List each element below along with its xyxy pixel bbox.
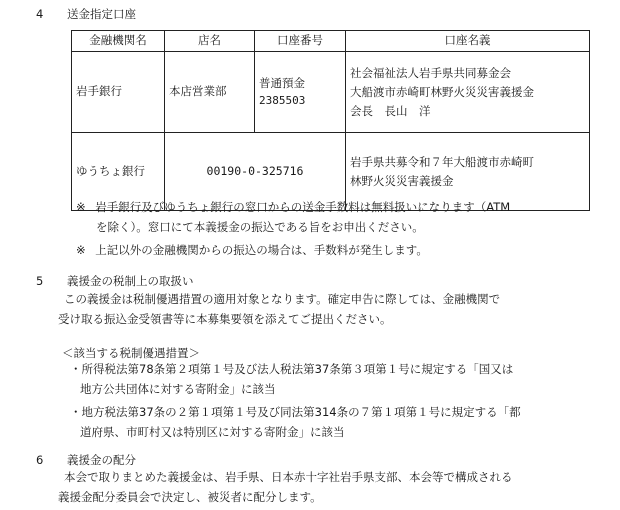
note-mark: ※	[76, 243, 86, 257]
cell-account-number	[255, 52, 346, 133]
measure-line: 道府県、市町村又は特別区に対する寄附金」に該当	[80, 425, 345, 439]
section-5-title: 義援金の税制上の取扱い	[66, 274, 194, 288]
section-6-number: 6	[36, 453, 44, 467]
measure-line: ・地方税法第37条の２第１項第１号及び同法第314条の７第１項第１号に規定する「都	[70, 405, 521, 419]
section-4-heading	[36, 9, 136, 21]
account-type: 普通預金	[259, 76, 305, 90]
tax-measures-heading: ＜該当する税制優遇措置＞	[62, 346, 200, 360]
cell-account-number: 00190-0-325716	[165, 133, 346, 211]
holder-line: 岩手県共募令和７年大船渡市赤崎町	[350, 154, 534, 169]
holder-line: 大船渡市赤崎町林野火災災害義援金	[350, 84, 534, 99]
holder-line: 会長 長山 洋	[350, 103, 431, 118]
table-header-row	[72, 31, 590, 52]
section-6-body	[58, 467, 513, 507]
section-5-number: 5	[36, 274, 44, 288]
measure-line: 地方公共団体に対する寄附金」に該当	[80, 382, 276, 396]
cell-account-holder	[346, 52, 590, 133]
header-account-holder: 口座名義	[346, 31, 590, 52]
header-bank-name: 金融機関名	[72, 31, 165, 52]
measure-line: ・所得税法第78条第２項第１号及び法人税法第37条第３項第１号に規定する「国又は	[70, 362, 514, 376]
bank-accounts-table	[71, 30, 590, 211]
cell-branch-name: 本店営業部	[165, 52, 255, 133]
section-5-body	[58, 289, 501, 329]
section-5-heading	[36, 276, 193, 288]
body-line: 本会で取りまとめた義援金は、岩手県、日本赤十字社岩手県支部、本会等で構成される	[64, 470, 513, 484]
header-account-number: 口座番号	[255, 31, 346, 52]
tax-measure-local-tax	[70, 402, 521, 442]
holder-line: 林野火災災害義援金	[350, 173, 454, 188]
section-6-heading	[36, 455, 136, 467]
section-4-number: 4	[36, 7, 44, 21]
cell-bank-name: 岩手銀行	[72, 52, 165, 133]
table-row-iwate-bank	[72, 52, 590, 133]
body-line: この義援金は税制優遇措置の適用対象となります。確定申告に際しては、金融機関で	[64, 292, 501, 306]
note-fee-other-banks	[76, 240, 428, 260]
body-line: 義援金配分委員会で決定し、被災者に配分します。	[58, 490, 322, 504]
section-4-title: 送金指定口座	[66, 7, 136, 21]
section-6-title: 義援金の配分	[66, 453, 136, 467]
body-line: 受け取る振込金受領書等に本募集要領を添えてご提出ください。	[58, 312, 392, 326]
note-mark: ※	[76, 200, 86, 214]
cell-bank-name: ゆうちょ銀行	[72, 133, 165, 211]
note-line: を除く）。窓口にて本義援金の振込である旨をお申出ください。	[96, 220, 424, 234]
note-fee-free	[76, 197, 510, 237]
account-number: 2385503	[259, 94, 306, 107]
holder-line: 社会福祉法人岩手県共同募金会	[350, 65, 511, 80]
header-branch-name: 店名	[165, 31, 255, 52]
tax-measure-income-tax	[70, 359, 513, 399]
note-line: 岩手銀行及びゆうちょ銀行の窓口からの送金手数料は無料扱いになります（ATM	[95, 200, 511, 214]
note-line: 上記以外の金融機関からの振込の場合は、手数料が発生します。	[95, 243, 428, 257]
